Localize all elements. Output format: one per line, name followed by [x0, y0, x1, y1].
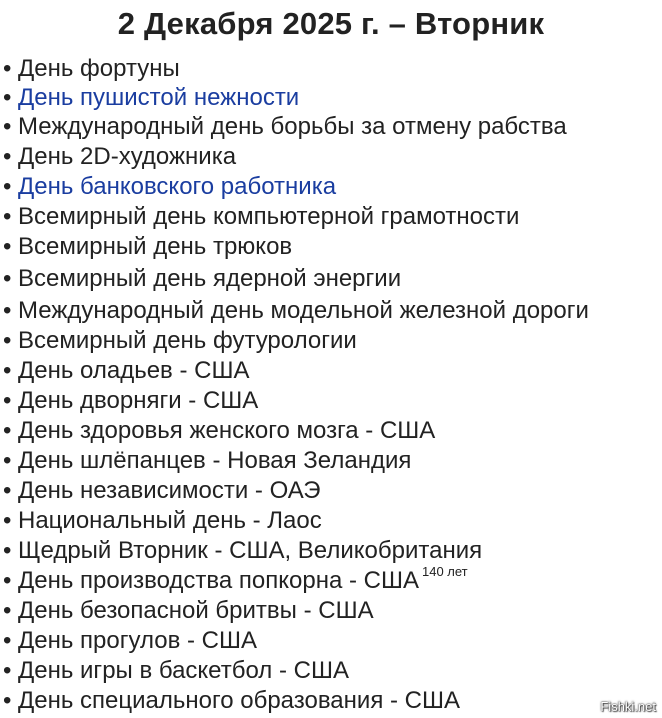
bullet-icon: •: [3, 417, 12, 444]
bullet-icon: •: [3, 507, 12, 534]
list-item-20: [3, 626, 257, 656]
list-item-text: День здоровья женского мозга - США: [18, 417, 436, 444]
list-item-text: День фортуны: [18, 55, 180, 82]
list-item-2[interactable]: [3, 83, 299, 113]
list-item-text: День прогулов - США: [18, 627, 257, 654]
list-item-text: Национальный день - Лаос: [18, 507, 322, 534]
page-title: 2 Декабря 2025 г. – Вторник: [117, 6, 545, 41]
bullet-icon: •: [3, 567, 12, 594]
list-item-13: [3, 416, 435, 446]
list-item-9: [3, 296, 589, 326]
bullet-icon: •: [3, 687, 12, 714]
list-item-text: Международный день модельной железной дороги: [18, 297, 589, 324]
list-item-text: Всемирный день ядерной энергии: [18, 265, 402, 292]
list-item-text: День производства попкорна - США: [18, 567, 419, 594]
list-item-text: Щедрый Вторник - США, Великобритания: [18, 537, 483, 564]
bullet-icon: •: [3, 173, 12, 200]
list-item-text: День безопасной бритвы - США: [18, 597, 374, 624]
list-item-12: [3, 386, 258, 416]
bullet-icon: •: [3, 447, 12, 474]
bullet-icon: •: [3, 84, 12, 111]
list-item-4: [3, 142, 236, 172]
list-item-link[interactable]: День пушистой нежности: [18, 84, 300, 111]
bullet-icon: •: [3, 233, 12, 260]
list-item-8: [3, 264, 401, 294]
bullet-icon: •: [3, 537, 12, 564]
list-item-text: День игры в баскетбол - США: [18, 657, 349, 684]
list-item-10: [3, 326, 357, 356]
bullet-icon: •: [3, 477, 12, 504]
bullet-icon: •: [3, 627, 12, 654]
list-item-text: День шлёпанцев - Новая Зеландия: [18, 447, 412, 474]
list-item-link[interactable]: День банковского работника: [18, 173, 337, 200]
bullet-icon: •: [3, 387, 12, 414]
list-item-5[interactable]: [3, 172, 336, 202]
list-item-3: [3, 112, 567, 142]
list-item-text: Международный день борьбы за отмену рабства: [18, 113, 567, 140]
list-item-text: Всемирный день трюков: [18, 233, 293, 260]
anniversary-note: 140 лет: [422, 564, 468, 579]
list-item-text: Всемирный день компьютерной грамотности: [18, 203, 520, 230]
list-item-text: День независимости - ОАЭ: [18, 477, 321, 504]
list-item-22: [3, 686, 460, 716]
bullet-icon: •: [3, 657, 12, 684]
watermark-logo: Fishki.net: [600, 699, 656, 714]
list-item-18: [3, 566, 468, 599]
list-item-11: [3, 356, 249, 386]
bullet-icon: •: [3, 55, 12, 82]
bullet-icon: •: [3, 203, 12, 230]
list-item-15: [3, 476, 320, 506]
list-item-19: [3, 596, 374, 626]
bullet-icon: •: [3, 327, 12, 354]
list-item-text: День 2D-художника: [18, 143, 237, 170]
list-item-17: [3, 536, 482, 566]
bullet-icon: •: [3, 297, 12, 324]
list-item-text: День специального образования - США: [18, 687, 460, 714]
list-item-text: Всемирный день футурологии: [18, 327, 357, 354]
list-item-6: [3, 202, 519, 232]
list-item-21: [3, 656, 349, 686]
list-item-14: [3, 446, 411, 476]
list-item-1: [3, 54, 180, 84]
bullet-icon: •: [3, 113, 12, 140]
bullet-icon: •: [3, 597, 12, 624]
bullet-icon: •: [3, 357, 12, 384]
list-item-text: День оладьев - США: [18, 357, 250, 384]
list-item-text: День дворняги - США: [18, 387, 259, 414]
list-item-16: [3, 506, 322, 536]
bullet-icon: •: [3, 265, 12, 292]
list-item-7: [3, 232, 292, 262]
bullet-icon: •: [3, 143, 12, 170]
